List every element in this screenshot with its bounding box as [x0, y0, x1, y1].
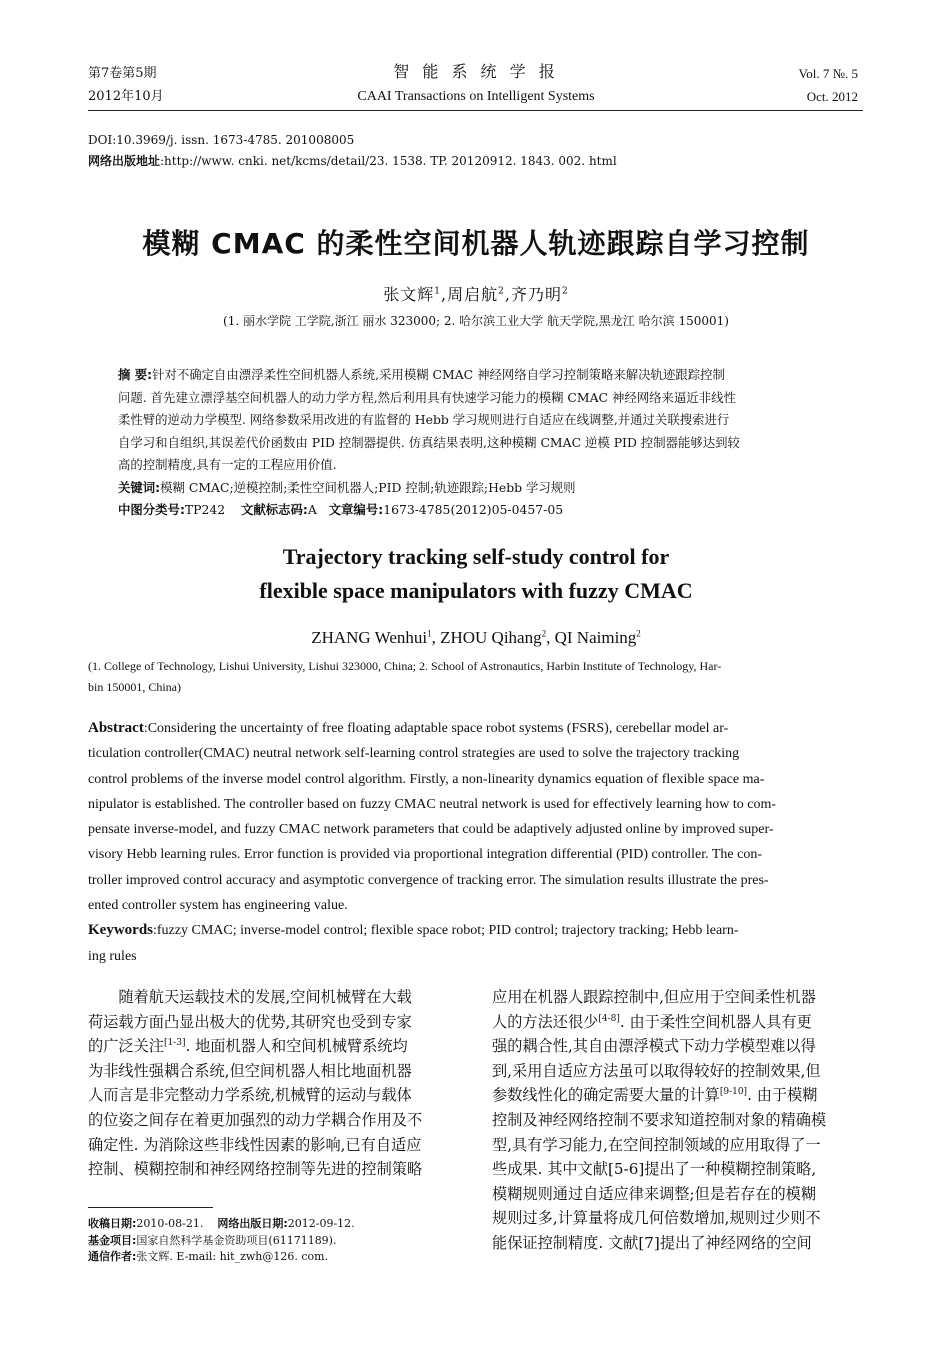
body-text: . 由于模糊 [747, 1086, 818, 1105]
citation[interactable]: [1-3] [163, 1038, 186, 1049]
page-title-en [0, 540, 952, 608]
body-left-column [88, 985, 460, 1182]
abstract-en [88, 716, 863, 969]
author-sep: , [504, 285, 511, 304]
author-sep: , [546, 628, 555, 647]
author-name: 张文辉 [383, 285, 435, 304]
title-en-line: flexible space manipulators with fuzzy CMAC [259, 578, 693, 603]
abstract-en-line: ticulation controller(CMAC) neutral network self-learning control strategies are used to solve the trajectory tracking [88, 746, 740, 762]
author-affil-mark: 2 [541, 628, 547, 639]
body-line: 随着航天运载技术的发展,空间机械臂在大载 [88, 988, 412, 1006]
body-line [492, 1010, 863, 1035]
online-address-label: 网络出版地址 [88, 154, 161, 168]
body-text: . 地面机器人和空间机械臂系统均 [185, 1037, 408, 1056]
abstract-en-text: :Considering the uncertainty of free floating adaptable space robot systems (FSRS), cerebellar model ar- [143, 721, 729, 736]
affiliation-en-line: bin 150001, China) [88, 680, 181, 694]
class-label: 中图分类号: [118, 502, 185, 517]
body-line: 规则过多,计算量将成几何倍数增加,规则过少则不 [492, 1209, 821, 1228]
body-text: 人的方法还很少 [492, 1012, 599, 1031]
author-sep: , [431, 628, 441, 647]
body-line: 强的耦合性,其自由漂浮模式下动力学模型难以得 [492, 1037, 816, 1056]
keywords-en-text: :fuzzy CMAC; inverse-model control; flexible space robot; PID control; trajectory tracking; Hebb learn- [153, 923, 739, 939]
body-line: 确定性. 为消除这些非线性因素的影响,已有自适应 [88, 1135, 422, 1154]
body-line [492, 1083, 863, 1108]
issue-number: 第7卷第5期 [88, 66, 157, 81]
affiliation-en-line: (1. College of Technology, Lishui University, Lishui 323000, China; 2. School of Astronautics, Harbin Institute of Technology, Har- [88, 659, 722, 673]
volume-number: Vol. 7 №. 5 [798, 66, 858, 81]
author-name: ZHOU Qihang [440, 628, 542, 647]
authors-en [0, 628, 952, 648]
article-number-value: 1673-4785(2012)05-0457-05 [383, 502, 564, 517]
body-line: 些成果. 其中文献[5-6]提出了一种模糊控制策略, [492, 1160, 817, 1179]
body-line: 控制、模糊控制和神经网络控制等先进的控制策略 [88, 1160, 423, 1179]
abstract-cn-line: 柔性臂的逆动力学模型. 网络参数采用改进的有监督的 Hebb 学习规则进行自适应在线调整,并通过关联搜索进行 [118, 412, 730, 427]
body-line: 模糊规则通过自适应律来调整;但是若存在的模糊 [492, 1184, 817, 1203]
abstract-en-line: nipulator is established. The controller based on fuzzy CMAC neutral network is used for effectively learning how to com- [88, 796, 777, 812]
abstract-cn-line: 高的控制精度,具有一定的工程应用价值. [118, 457, 337, 472]
class-value: TP242 [184, 502, 226, 517]
author-name: ZHANG Wenhui [311, 628, 428, 647]
fund-label: 基金项目: [88, 1233, 137, 1247]
footnote-rule [88, 1207, 213, 1208]
author-affil-mark: 1 [434, 286, 442, 297]
body-line: 型,具有学习能力,在空间控制领域的应用取得了一 [492, 1135, 821, 1154]
affiliation-en [88, 656, 863, 698]
abstract-en-label: Abstract [88, 720, 144, 736]
footnote-fund [88, 1233, 460, 1250]
author-sep: , [441, 285, 448, 304]
title-en-line: Trajectory tracking self-study control for [282, 544, 670, 569]
author-affil-mark: 2 [498, 286, 505, 297]
abstract-cn-line: 问题. 首先建立漂浮基空间机器人的动力学方程,然后利用具有快速学习能力的模糊 CMAC 神经网络来逼近非线性 [118, 389, 736, 405]
citation[interactable]: [4-8] [598, 1013, 620, 1024]
affiliation-cn: (1. 丽水学院 工学院,浙江 丽水 323000; 2. 哈尔滨工业大学 航天学院,黑龙江 哈尔滨 150001) [223, 314, 729, 328]
body-line: 的位姿之间存在着更加强烈的动力学耦合作用及不 [88, 1110, 423, 1129]
published-label: 网络出版日期: [217, 1217, 288, 1230]
abstract-en-line: ented controller system has engineering value. [88, 898, 348, 914]
abstract-cn-label: 摘 要: [118, 367, 153, 382]
received-label: 收稿日期: [88, 1217, 137, 1230]
header-rule [88, 110, 863, 111]
abstract-cn [118, 364, 838, 522]
keywords-en [88, 918, 863, 943]
body-line: 为非线性强耦合系统,但空间机器人相比地面机器 [88, 1061, 412, 1080]
online-address-url[interactable]: :http://www. cnki. net/kcms/detail/23. 1538. TP. 20120912. 1843. 002. html [160, 154, 617, 168]
body-line: 应用在机器人跟踪控制中,但应用于空间柔性机器 [492, 988, 816, 1006]
abstract-en-line: troller improved control accuracy and asymptotic convergence of tracking error. The simulation results illustrate the pres- [88, 872, 769, 888]
journal-title-cn: 智 能 系 统 学 报 [393, 62, 559, 81]
published-value: 2012-09-12. [287, 1217, 355, 1230]
body-line: 控制及神经网络控制不要求知道控制对象的精确模 [492, 1110, 827, 1129]
fund-value: 国家自然科学基金资助项目(61171189). [136, 1233, 337, 1247]
page-title-cn: 模糊 CMAC 的柔性空间机器人轨迹跟踪自学习控制 [142, 227, 810, 260]
abstract-cn-line [118, 364, 838, 387]
authors-cn [0, 282, 952, 305]
footnote [88, 1216, 460, 1266]
keywords-cn [118, 477, 838, 500]
footnote-dates [88, 1216, 460, 1233]
author-affil-mark: 1 [427, 628, 432, 639]
body-line [88, 1034, 460, 1059]
issue-date: 2012年10月 [88, 89, 164, 104]
body-line: 到,采用自适应方法虽可以取得较好的控制效果,但 [492, 1061, 821, 1080]
author-name: QI Naiming [554, 628, 637, 647]
corresponding-label: 通信作者: [88, 1250, 137, 1263]
received-value: 2010-08-21. [136, 1217, 204, 1230]
article-number-label: 文章编号: [328, 502, 384, 517]
keywords-en-label: Keywords [88, 922, 153, 939]
keywords-cn-text: 模糊 CMAC;逆模控制;柔性空间机器人;PID 控制;轨迹跟踪;Hebb 学习规则 [160, 479, 576, 495]
author-name: 周启航 [447, 285, 499, 304]
author-affil-mark: 2 [636, 628, 641, 639]
body-text: 参数线性化的确定需要大量的计算 [492, 1086, 720, 1105]
footnote-corresponding [88, 1249, 460, 1266]
body-line: 荷运载方面凸显出极大的优势,其研究也受到专家 [88, 1012, 412, 1031]
author-affil-mark: 2 [561, 286, 569, 297]
abstract-en-line: pensate inverse-model, and fuzzy CMAC network parameters that could be adaptively adjusted online by improved super- [88, 822, 774, 838]
journal-title-en: CAAI Transactions on Intelligent Systems [357, 89, 595, 104]
abstract-cn-line: 自学习和自组织,其误差代价函数由 PID 控制器提供. 仿真结果表明,这种模糊 CMAC 逆模 PID 控制器能够达到较 [118, 434, 740, 450]
corresponding-value: 张文辉. E-mail: hit_zwh@126. com. [136, 1250, 329, 1263]
keywords-en-line: ing rules [88, 948, 137, 964]
doc-code-value: A [307, 502, 317, 517]
online-address [88, 152, 617, 171]
classification-line [118, 499, 838, 522]
body-text: . 由于柔性空间机器人具有更 [619, 1012, 812, 1031]
doc-code-label: 文献标志码: [240, 502, 308, 517]
author-name: 齐乃明 [510, 285, 562, 304]
keywords-cn-label: 关键词: [118, 479, 161, 495]
body-right-column [492, 985, 863, 1256]
abstract-en-line [88, 716, 863, 741]
abstract-cn-text: 针对不确定自由漂浮柔性空间机器人系统,采用模糊 CMAC 神经网络自学习控制策略来解决轨迹跟踪控制 [152, 367, 725, 382]
abstract-en-line: visory Hebb learning rules. Error function is provided via proportional integration differential (PID) controller. The con- [88, 847, 763, 863]
abstract-en-line: control problems of the inverse model control algorithm. Firstly, a non-linearity dynamics equation of flexible space ma- [88, 771, 765, 787]
citation[interactable]: [9-10] [719, 1087, 748, 1098]
body-line: 人而言是非完整动力学系统,机械臂的运动与载体 [88, 1086, 412, 1105]
volume-date: Oct. 2012 [806, 89, 858, 104]
doi: DOI:10.3969/j. issn. 1673-4785. 201008005 [88, 133, 355, 147]
body-text: 的广泛关注 [88, 1037, 164, 1056]
body-line: 能保证控制精度. 文献[7]提出了神经网络的空间 [492, 1233, 812, 1252]
